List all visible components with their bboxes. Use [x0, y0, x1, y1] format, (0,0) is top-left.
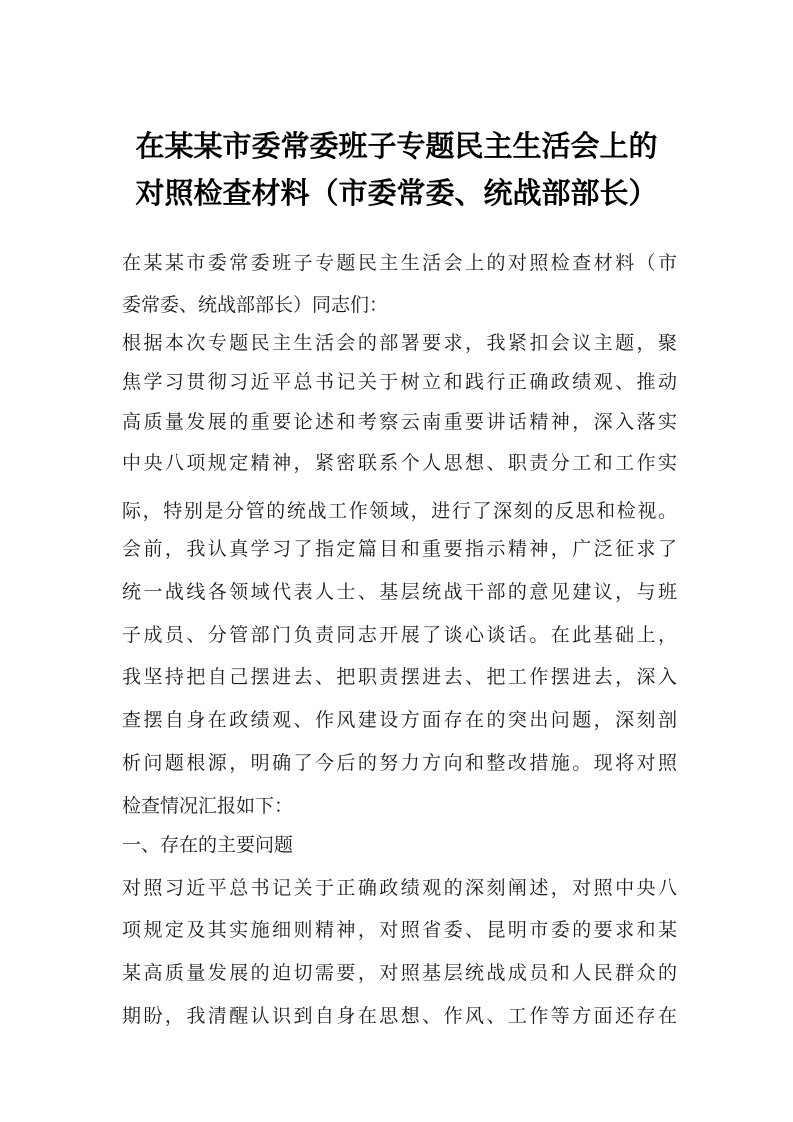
body-line: 统一战线各领域代表人士、基层统战干部的意见建议，与班 [122, 581, 677, 603]
body-line: 对照习近平总书记关于正确政绩观的深刻阐述，对照中央八 [122, 877, 677, 899]
body-line: 会前，我认真学习了指定篇目和重要指示精神，广泛征求了 [122, 538, 677, 560]
section-heading: 一、存在的主要问题 [122, 834, 294, 856]
body-line: 根据本次专题民主生活会的部署要求，我紧扣会议主题，聚 [122, 332, 677, 354]
body-line: 在某某市委常委班子专题民主生活会上的对照检查材料（市 [122, 252, 677, 274]
body-line: 子成员、分管部门负责同志开展了谈心谈话。在此基础上， [122, 624, 677, 646]
body-line: 某高质量发展的迫切需要，对照基层统战成员和人民群众的 [122, 962, 677, 984]
body-line: 析问题根源，明确了今后的努力方向和整改措施。现将对照 [122, 752, 677, 774]
body-line: 我坚持把自己摆进去、把职责摆进去、把工作摆进去，深入 [122, 666, 677, 688]
body-line: 委常委、统战部部长）同志们： [122, 294, 389, 316]
body-line: 查摆自身在政绩观、作风建设方面存在的突出问题，深刻剖 [122, 709, 677, 731]
body-line: 焦学习贯彻习近平总书记关于树立和践行正确政绩观、推动 [122, 371, 677, 393]
body-line: 高质量发展的重要论述和考察云南重要讲话精神，深入落实 [122, 411, 677, 433]
document-title-line-2: 对照检查材料（市委常委、统战部部长） [135, 176, 658, 210]
body-line: 项规定及其实施细则精神，对照省委、昆明市委的要求和某 [122, 919, 677, 941]
body-line: 中央八项规定精神，紧密联系个人思想、职责分工和工作实 [122, 452, 677, 474]
body-line: 际，特别是分管的统战工作领域，进行了深刻的反思和检视。 [122, 500, 677, 522]
document-title-line-1: 在某某市委常委班子专题民主生活会上的 [135, 129, 658, 163]
body-line: 检查情况汇报如下： [122, 795, 294, 817]
body-line: 期盼，我清醒认识到自身在思想、作风、工作等方面还存在 [122, 1005, 677, 1027]
